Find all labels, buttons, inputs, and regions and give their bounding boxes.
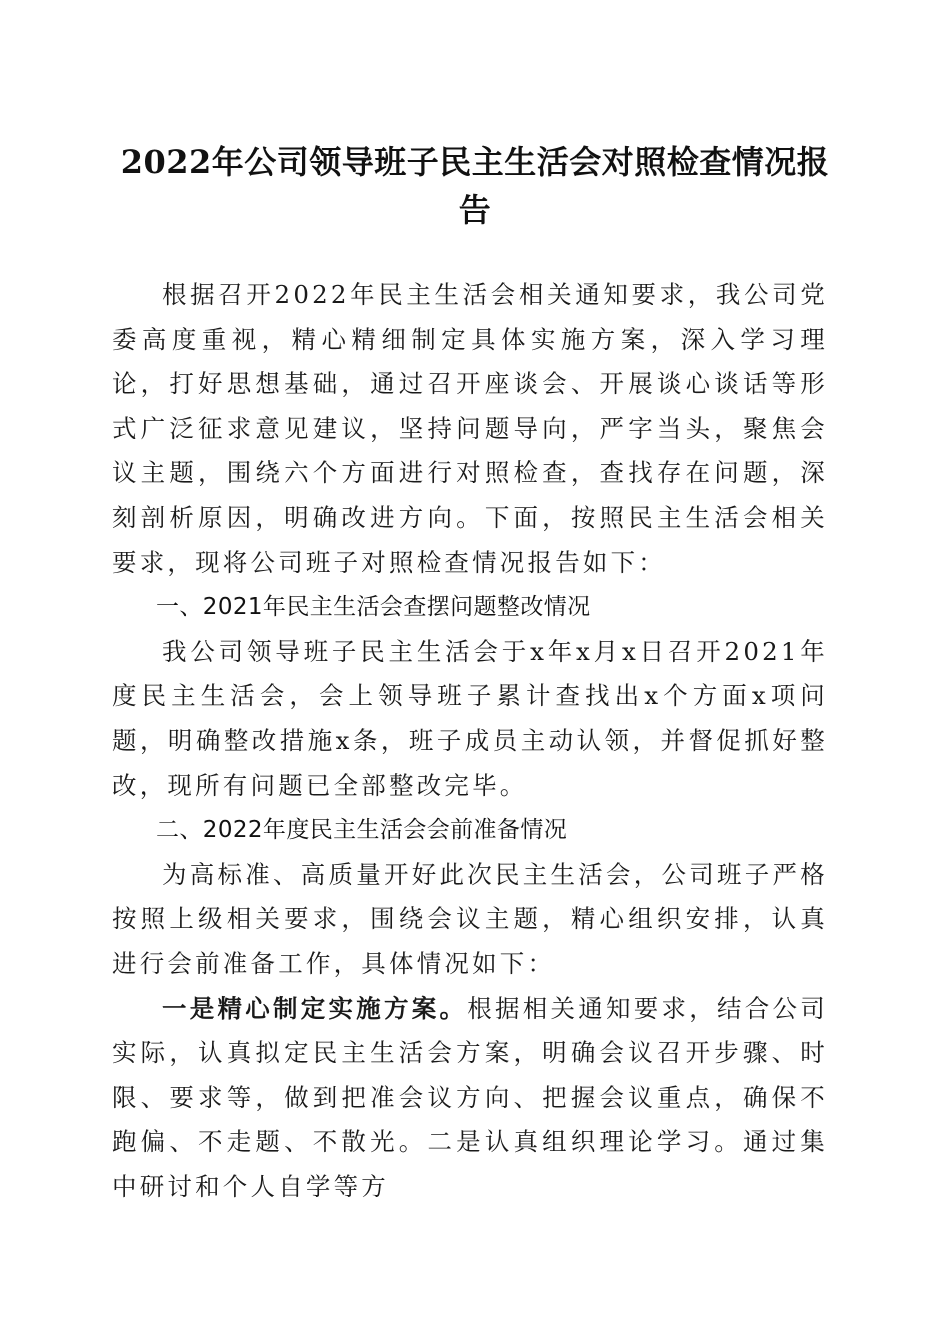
item-body-text: 根据相关通知要求，结合公司实际，认真拟定民主生活会方案，明确会议召开步骤、时限、要求等，做到把准会议方向、把握会议重点，确保不跑偏、不走题、不散光。二是认真组织理论学习。通过集中研讨和个人自学等方 [112, 993, 828, 1201]
section-1-paragraph: 我公司领导班子民主生活会于x年x月x日召开2021年度民主生活会，会上领导班子累计查找出x个方面x项问题，明确整改措施x条，班子成员主动认领，并督促抓好整改，现所有问题已全部整改完毕。 [112, 636, 828, 800]
document-title: 2022年公司领导班子民主生活会对照检查情况报告 [120, 143, 830, 229]
section-2-paragraph: 为高标准、高质量开好此次民主生活会，公司班子严格按照上级相关要求，围绕会议主题，精心组织安排，认真进行会前准备工作，具体情况如下： [112, 859, 828, 978]
section-2-item-paragraph [112, 987, 828, 1210]
intro-paragraph: 根据召开2022年民主生活会相关通知要求，我公司党委高度重视，精心精细制定具体实施方案，深入学习理论，打好思想基础，通过召开座谈会、开展谈心谈话等形式广泛征求意见建议，坚持问题导向，严字当头，聚焦会议主题，围绕六个方面进行对照检查，查找存在问题，深刻剖析原因，明确改进方向。下面，按照民主生活会相关要求，现将公司班子对照检查情况报告如下： [112, 280, 828, 577]
section-2-heading: 二、2022年度民主生活会会前准备情况 [156, 817, 568, 844]
item-lead-text: 一是精心制定实施方案。 [162, 993, 468, 1023]
section-1-heading: 一、2021年民主生活会查摆问题整改情况 [156, 594, 591, 621]
document-body [112, 273, 828, 1209]
